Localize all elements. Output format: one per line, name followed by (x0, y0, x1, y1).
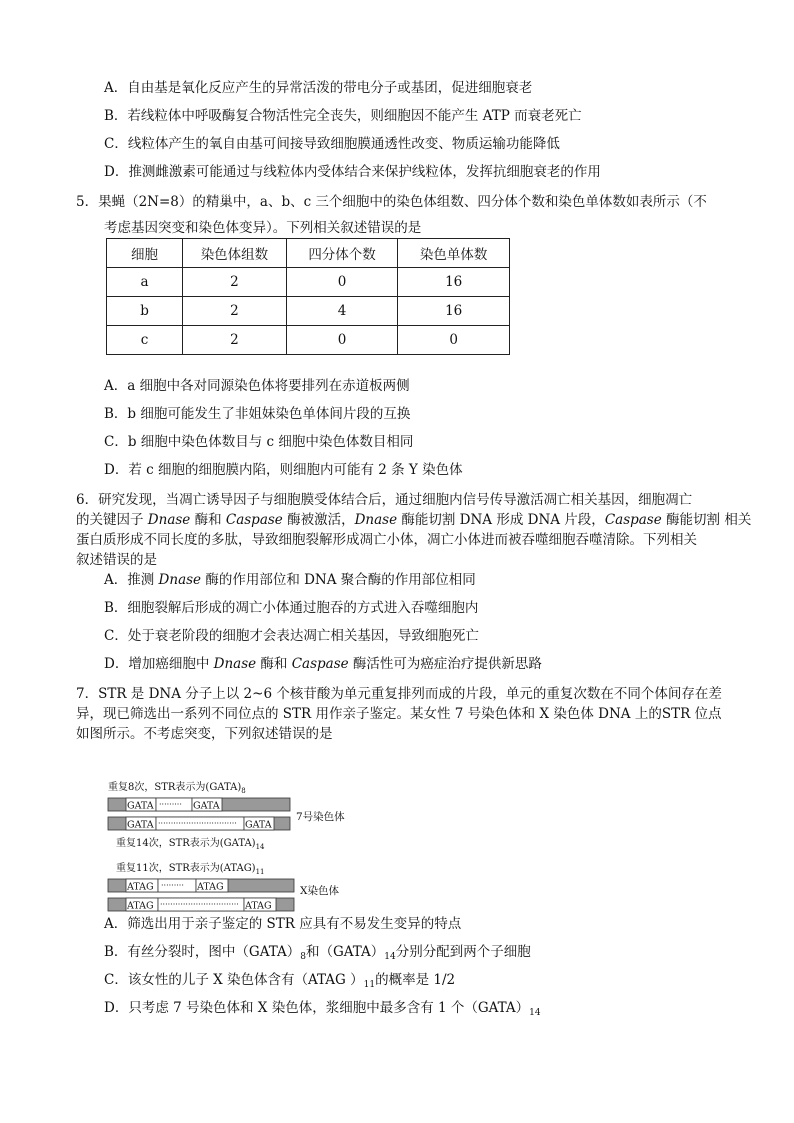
table-cell: c (107, 326, 183, 355)
caspase-term: Caspase (291, 656, 349, 672)
text-run: 酶和 (256, 656, 292, 672)
table-cell: b (107, 297, 183, 326)
atag-label: ATAG (127, 881, 154, 893)
repeat-dots: ······························· (158, 819, 237, 828)
q7-option-c (104, 970, 455, 995)
table-header-row (107, 239, 510, 268)
q4-option-c: C．线粒体产生的氧自由基可间接导致细胞膜通透性改变、物质运输功能降低 (104, 136, 560, 152)
atag-label: ATAG (197, 881, 224, 893)
atag-label: ATAG (127, 900, 154, 912)
q7-option-b (104, 942, 531, 967)
q6-option-a (104, 570, 476, 590)
label-repeat-14: 重复14次，STR表示为$(GATA)_{14}$ (116, 838, 265, 851)
q5-table (106, 238, 510, 355)
q5-option-b: B．b 细胞可能发生了非姐妹染色单体间片段的互换 (104, 406, 411, 422)
q5-option-d: D．若 c 细胞的细胞膜内陷，则细胞内可能有 2 条 Y 染色体 (104, 462, 463, 478)
text-run: 酶活性可为癌症治疗提供新思路 (348, 656, 542, 672)
text-run: D．增加癌细胞中 (104, 656, 214, 672)
text-run: 酶能切割 DNA 形成 DNA 片段， (397, 512, 605, 528)
q6-option-d (104, 654, 542, 674)
text-run: A．推测 (104, 572, 159, 588)
text-run: D．只考虑 7 号染色体和 X 染色体，浆细胞中最多含有 1 个（GATA） (104, 1000, 530, 1016)
caspase-term: Caspase (225, 512, 283, 528)
subscript: 11 (363, 980, 376, 990)
dnase-term: Dnase (147, 512, 191, 528)
label-repeat-11: 重复11次，STR表示为$(ATAG)_{11}$ (116, 863, 265, 876)
table-cell: 16 (398, 268, 510, 297)
atag-label: ATAG (245, 900, 272, 912)
table-cell: 2 (183, 326, 287, 355)
table-header-cell: 四分体个数 (286, 239, 398, 268)
label-repeat-8: 重复8次，STR表示为$(GATA)_8$ (108, 782, 246, 795)
text-run: 酶被激活， (282, 512, 355, 528)
text-run: 分别分配到两个子细胞 (395, 944, 531, 960)
table-row (107, 326, 510, 355)
text-run: 的概率是 1/2 (375, 972, 456, 988)
text-run: 和（GATA） (305, 944, 385, 960)
chr7-label: 7号染色体 (296, 811, 345, 823)
gata-label: GATA (127, 800, 154, 812)
text-run: 的关键因子 (76, 512, 148, 528)
table-cell: 0 (286, 326, 398, 355)
subscript: 14 (529, 1008, 541, 1018)
q6-option-c: C．处于衰老阶段的细胞才会表达凋亡相关基因，导致细胞死亡 (104, 628, 479, 644)
repeat-dots: ········· (161, 881, 184, 890)
q7-stem-line1: 7．STR 是 DNA 分子上以 2~6 个核苷酸为单元重复排列而成的片段，单元的重复次数在不同个体间存在差 (76, 686, 722, 702)
subscript: 14 (384, 952, 396, 962)
repeat-dots: ······························· (160, 900, 239, 909)
dnase-term: Dnase (158, 572, 202, 588)
q4-option-d: D．推测雌激素可能通过与线粒体内受体结合来保护线粒体，发挥抗细胞衰老的作用 (104, 164, 601, 180)
dnase-term: Dnase (354, 512, 398, 528)
table-cell: 2 (183, 297, 287, 326)
table-cell: 0 (286, 268, 398, 297)
q5-option-c: C．b 细胞中染色体数目与 c 细胞中染色体数目相同 (104, 434, 414, 450)
table-cell: a (107, 268, 183, 297)
q7-stem-line2: 异，现已筛选出一系列不同位点的 STR 用作亲子鉴定。某女性 7 号染色体和 X 染色体 DNA 上的STR 位点 (76, 706, 722, 722)
text-run: 酶和 (190, 512, 226, 528)
q7-stem-line3: 如图所示。不考虑突变，下列叙述错误的是 (76, 726, 333, 742)
text-run: C．该女性的儿子 X 染色体含有（ATAG ） (104, 972, 364, 988)
q6-stem-line2 (76, 510, 751, 530)
dnase-term: Dnase (213, 656, 257, 672)
repeat-dots: ········· (159, 800, 182, 809)
table-row (107, 297, 510, 326)
str-diagram (100, 770, 400, 920)
text-run: 酶能切割 相关 (661, 512, 752, 528)
q4-option-b: B．若线粒体中呼吸酶复合物活性完全丧失，则细胞因不能产生 ATP 而衰老死亡 (104, 108, 582, 124)
text-run: 酶的作用部位和 DNA 聚合酶的作用部位相同 (201, 572, 476, 588)
q6-option-b: B．细胞裂解后形成的凋亡小体通过胞吞的方式进入吞噬细胞内 (104, 600, 479, 616)
q6-stem-line3: 蛋白质形成不同长度的多肽，导致细胞裂解形成凋亡小体，凋亡小体进而被吞噬细胞吞噬清除。下列相关 (76, 532, 697, 548)
table-header-cell: 染色单体数 (398, 239, 510, 268)
subscript: 8 (300, 952, 306, 962)
table-cell: 2 (183, 268, 287, 297)
q7-option-d (104, 998, 541, 1023)
table-header-cell: 细胞 (107, 239, 183, 268)
q6-stem-line1: 6．研究发现，当凋亡诱导因子与细胞膜受体结合后，通过细胞内信号传导激活凋亡相关基因，细胞凋亡 (76, 492, 693, 508)
q5-stem-line2: 考虑基因突变和染色体变异）。下列相关叙述错误的是 (104, 220, 422, 236)
q5-stem-line1: 5．果蝇（2N=8）的精巢中，a、b、c 三个细胞中的染色体组数、四分体个数和染色单体数如表所示（不 (76, 194, 707, 210)
table-cell: 16 (398, 297, 510, 326)
table-row (107, 268, 510, 297)
q5-option-a: A．a 细胞中各对同源染色体将要排列在赤道板两侧 (104, 378, 410, 394)
gata-label: GATA (193, 800, 220, 812)
chrx-label: X染色体 (300, 885, 339, 897)
table-cell: 0 (398, 326, 510, 355)
gata-label: GATA (127, 819, 154, 831)
q7-option-a: A．筛选出用于亲子鉴定的 STR 应具有不易发生变异的特点 (104, 916, 462, 932)
text-run: B．有丝分裂时，图中（GATA） (104, 944, 301, 960)
q4-option-a: A．自由基是氧化反应产生的异常活泼的带电分子或基团，促进细胞衰老 (104, 80, 533, 96)
q6-stem-line4: 叙述错误的是 (76, 552, 157, 568)
table-cell: 4 (286, 297, 398, 326)
gata-label: GATA (245, 819, 272, 831)
table-header-cell: 染色体组数 (183, 239, 287, 268)
caspase-term: Caspase (604, 512, 662, 528)
